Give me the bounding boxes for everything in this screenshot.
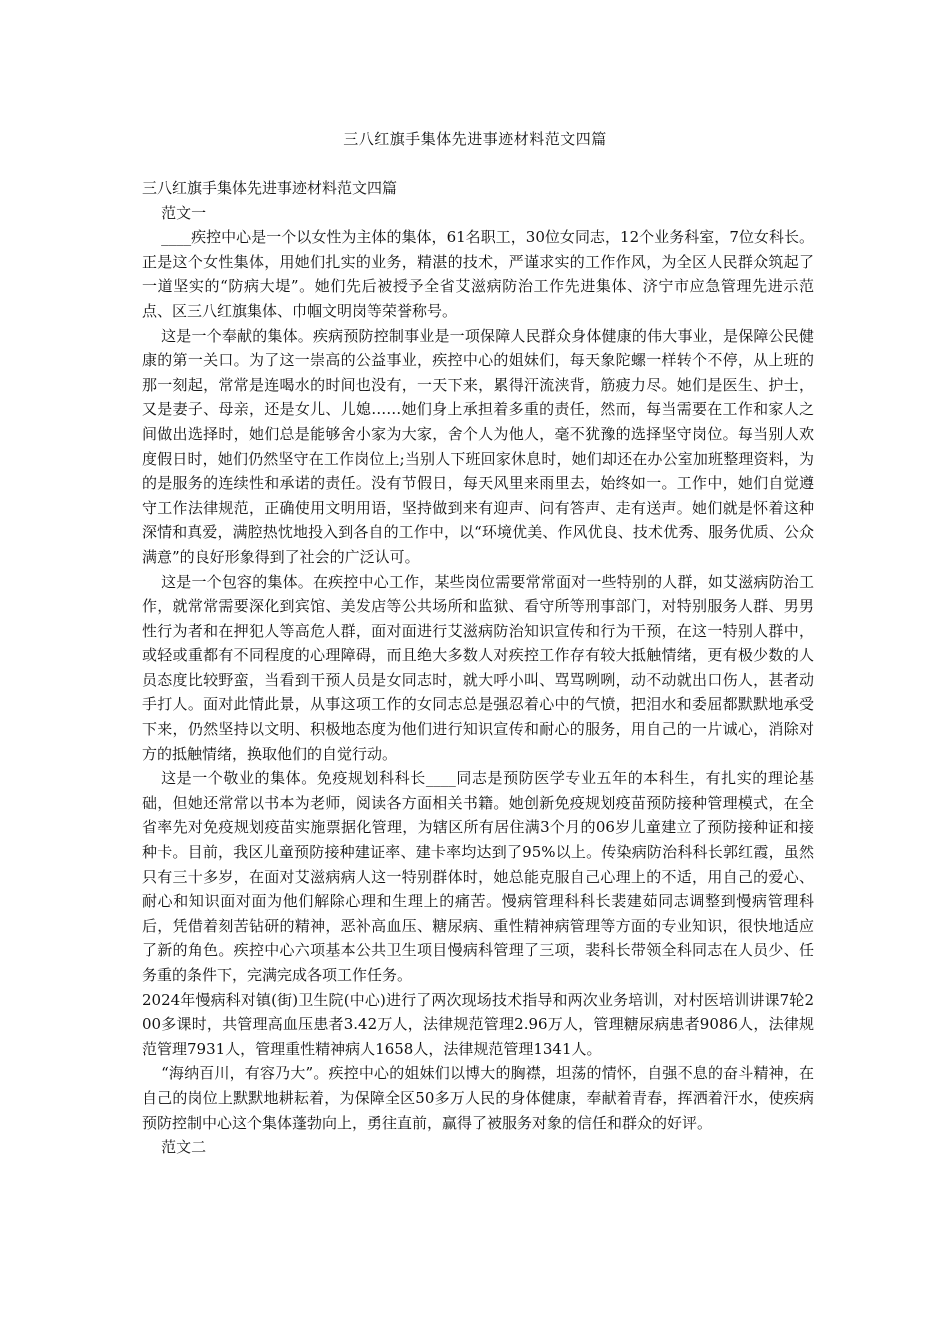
- section-label-1: 范文一: [161, 203, 207, 222]
- paragraph: 这是一个敬业的集体。免疫规划科科长____同志是预防医学专业五年的本科生，有扎实的理论基础，但她还常常以书本为老师，阅读各方面相关书籍。她创新免疫规划疫苗预防接种管理模式，在全省率先对免疫规划疫苗实施票据化管理，为辖区所有居住满3个月的06岁儿童建立了预防接种证和接种卡。目前，我区儿童预防接种建证率、建卡率均达到了95%以上。传染病防治科科长郭红霞，虽然只有三十多岁，在面对艾滋病病人这一特别群体时，她总能克服自己心理上的不适，用自己的爱心、耐心和知识面对面为他们解除心理和生理上的痛苦。慢病管理科科长裴建茹同志调整到慢病管理科后，凭借着刻苦钻研的精神，恶补高血压、糖尿病、重性精神病管理等方面的专业知识，很快地适应了新的角色。疾控中心六项基本公共卫生项目慢病科管理了三项，裴科长带领全科同志在人员少、任务重的条件下，完满完成各项工作任务。: [142, 769, 814, 984]
- paragraph: 2024年慢病科对镇(街)卫生院(中心)进行了两次现场技术指导和两次业务培训，对村医培训讲课7轮200多课时，共管理高血压患者3.42万人，法律规范管理2.96万人，管理糖尿病患者9086人，法律规范管理7931人，管理重性精神病人1658人，法律规范管理1341人。: [142, 990, 814, 1058]
- paragraph: “海纳百川，有容乃大”。疾控中心的姐妹们以博大的胸襟，坦荡的情怀，自强不息的奋斗精神，在自己的岗位上默默地耕耘着，为保障全区50多万人民的身体健康，奉献着青春，挥洒着汗水，使疾病预防控制中心这个集体蓬勃向上，勇往直前，赢得了被服务对象的信任和群众的好评。: [142, 1064, 814, 1132]
- document-subtitle: 三八红旗手集体先进事迹材料范文四篇: [142, 179, 398, 197]
- section-label-2: 范文二: [161, 1138, 207, 1157]
- document-body: [142, 176, 814, 1160]
- paragraph: 这是一个包容的集体。在疾控中心工作，某些岗位需要常常面对一些特别的人群，如艾滋病防治工作，就常常需要深化到宾馆、美发店等公共场所和监狱、看守所等刑事部门，对特别服务人群、男男性行为者和在押犯人等高危人群，面对面进行艾滋病防治知识宣传和行为干预，在这一特别人群中，或轻或重都有不同程度的心理障碍，而且绝大多数人对疾控工作存有较大抵触情绪，更有极少数的人员态度比较野蛮，当看到干预人员是女同志时，就大呼小叫、骂骂咧咧，动不动就出口伤人，甚者动手打人。面对此情此景，从事这项工作的女同志总是强忍着心中的气愤，把泪水和委屈都默默地承受下来，仍然坚持以文明、积极地态度为他们进行知识宣传和耐心的服务，用自己的一片诚心，消除对方的抵触情绪，换取他们的自觉行动。: [142, 572, 814, 763]
- document-title: 三八红旗手集体先进事迹材料范文四篇: [343, 130, 607, 148]
- paragraph: ____疾控中心是一个以女性为主体的集体，61名职工，30位女同志，12个业务科室，7位女科长。正是这个女性集体，用她们扎实的业务，精湛的技术，严谨求实的工作作风，为全区人民群众筑起了一道坚实的“防病大堤”。她们先后被授予全省艾滋病防治工作先进集体、济宁市应急管理先进示范点、区三八红旗集体、巾帼文明岗等荣誉称号。: [142, 228, 814, 320]
- paragraph: 这是一个奉献的集体。疾病预防控制事业是一项保障人民群众身体健康的伟大事业，是保障公民健康的第一关口。为了这一崇高的公益事业，疾控中心的姐妹们，每天象陀螺一样转个不停，从上班的那一刻起，常常是连喝水的时间也没有，一天下来，累得汗流浃背，筋疲力尽。她们是医生、护士，又是妻子、母亲，还是女儿、儿媳……她们身上承担着多重的责任，然而，每当需要在工作和家人之间做出选择时，她们总是能够舍小家为大家，舍个人为他人，毫不犹豫的选择坚守岗位。每当别人欢度假日时，她们仍然坚守在工作岗位上;当别人下班回家休息时，她们却还在办公室加班整理资料，为的是服务的连续性和承诺的责任。没有节假日，每天风里来雨里去，始终如一。工作中，她们自觉遵守工作法律规范，正确使用文明用语，坚持做到来有迎声、问有答声、走有送声。她们就是怀着这种深情和真爱，满腔热忱地投入到各自的工作中，以“环境优美、作风优良、技术优秀、服务优质、公众满意”的良好形象得到了社会的广泛认可。: [142, 326, 814, 566]
